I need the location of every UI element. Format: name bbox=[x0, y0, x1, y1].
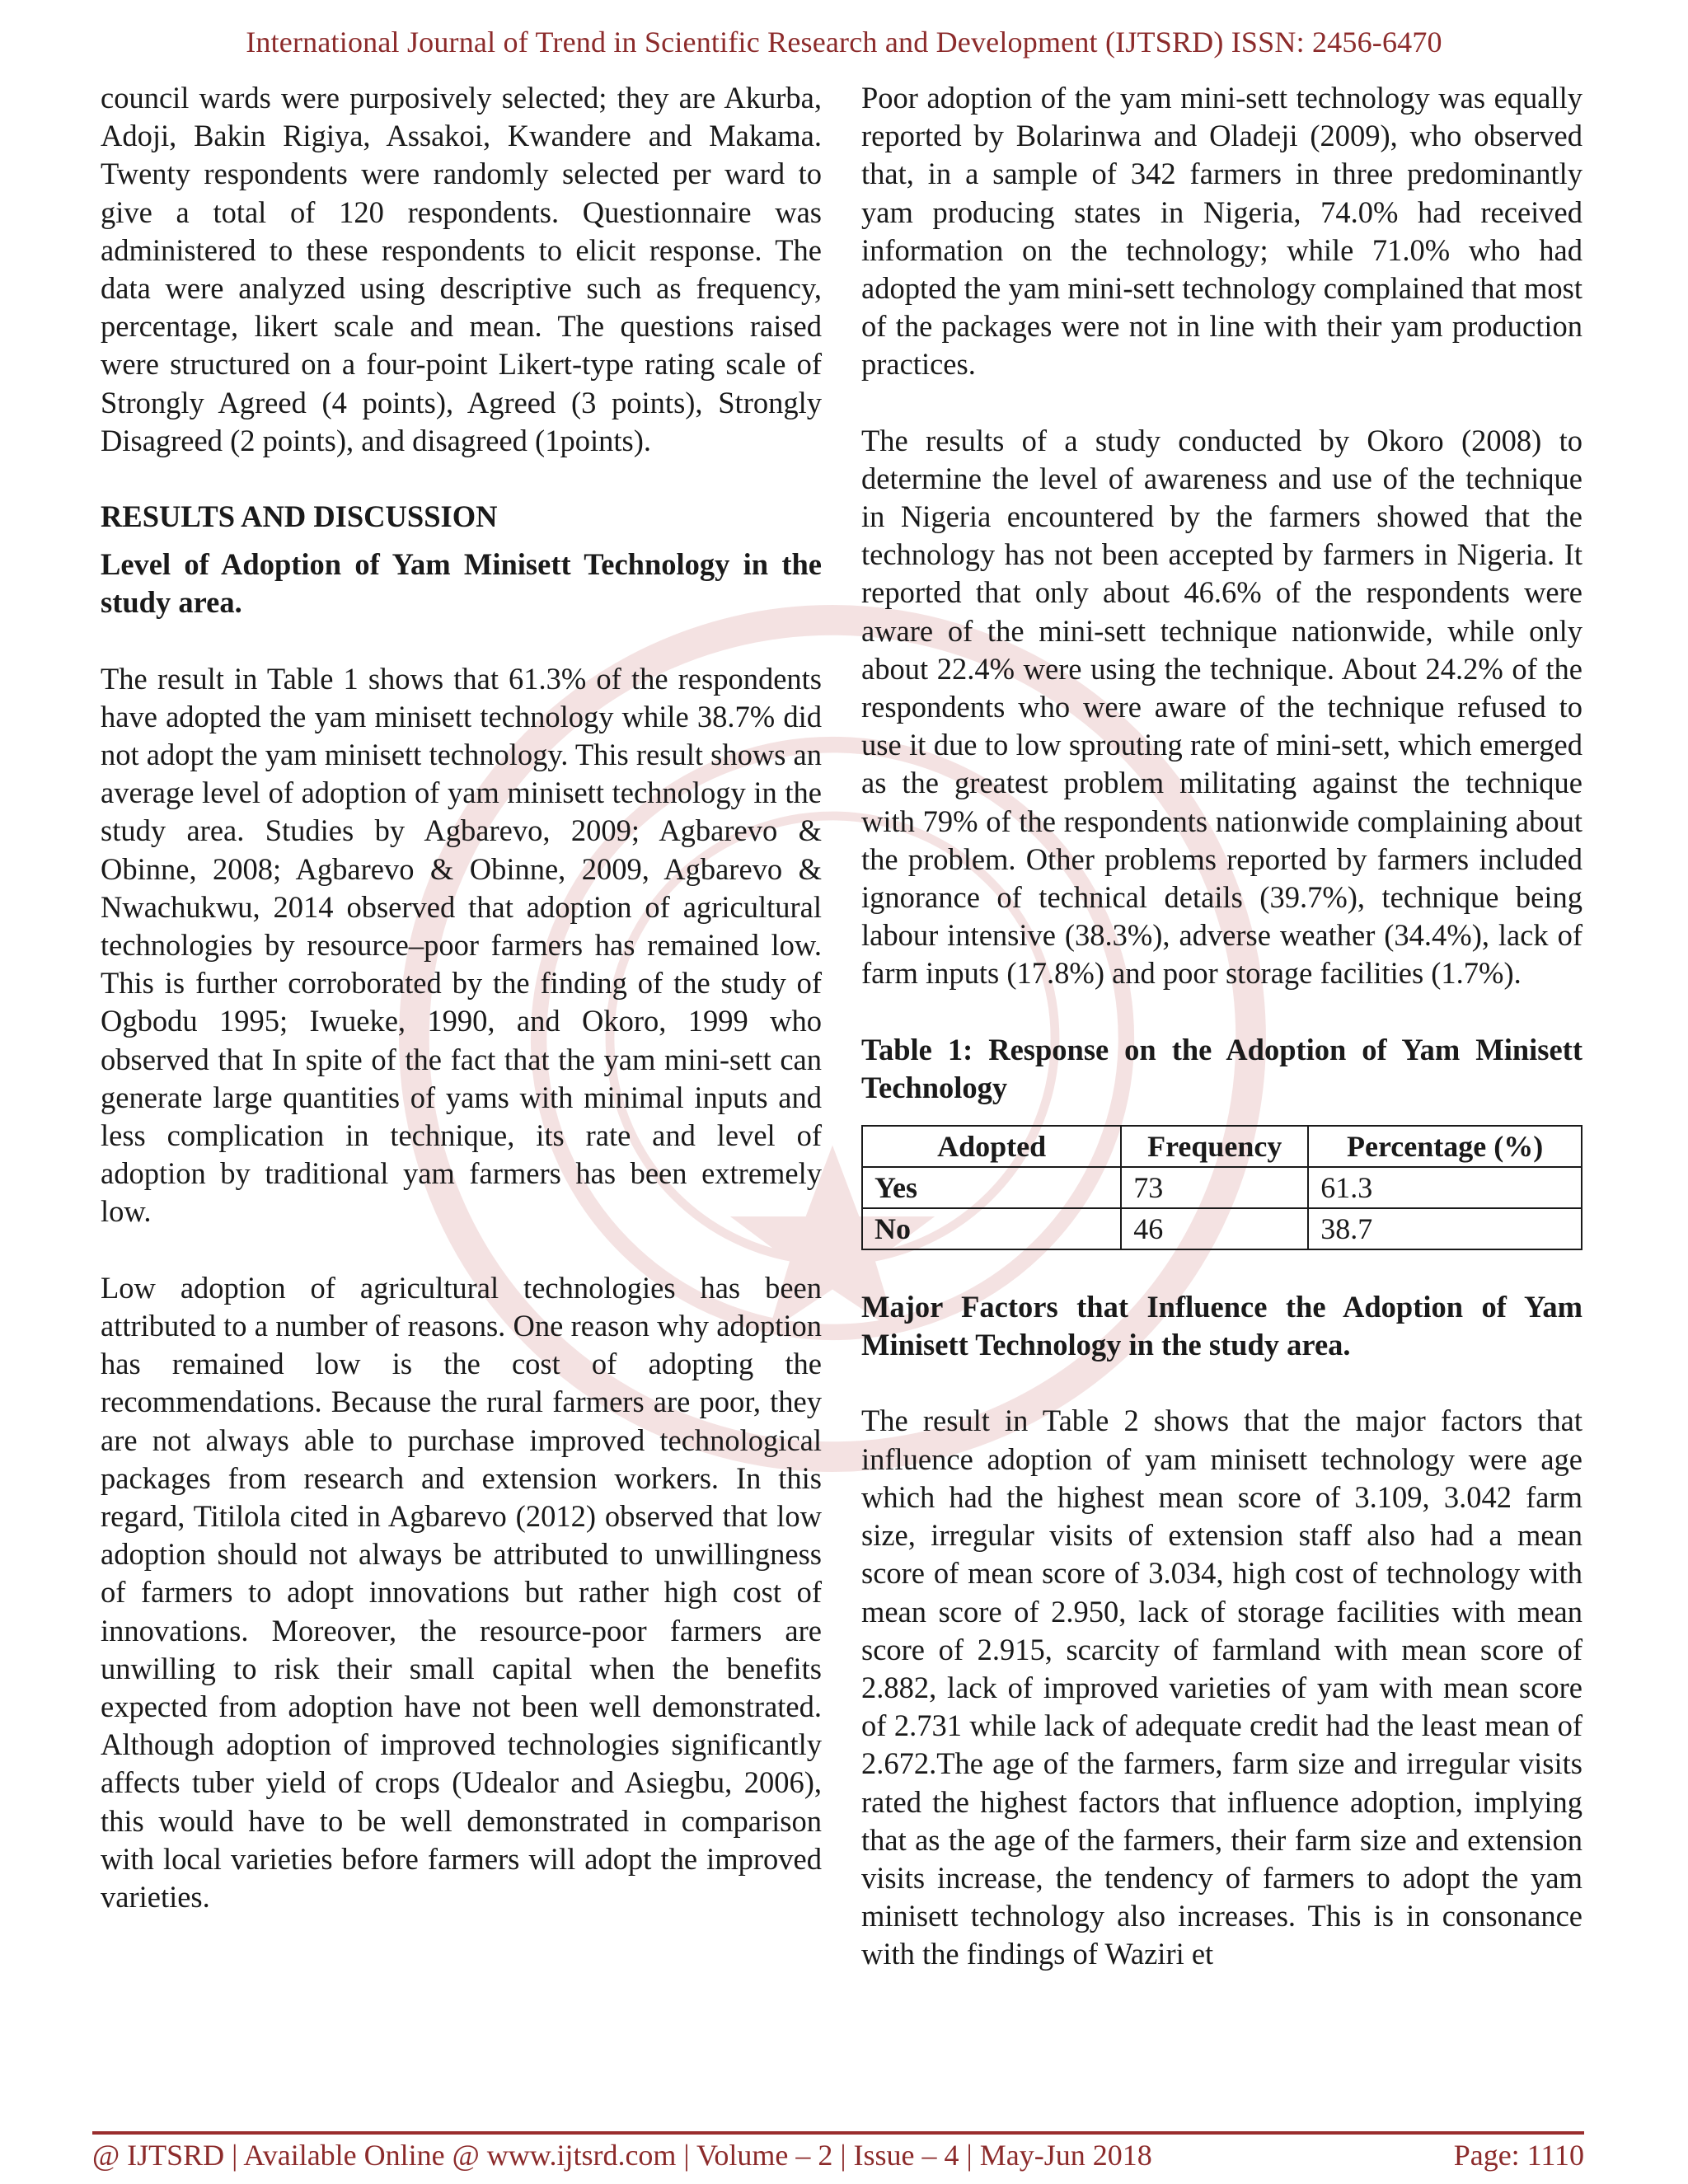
right-column bbox=[861, 79, 1582, 1974]
left-column bbox=[101, 79, 822, 1916]
section-heading-results: RESULTS AND DISCUSSION bbox=[101, 499, 498, 534]
paragraph-okoro-study: The results of a study conducted by Okoro (2008) to determine the level of awareness and use of the technique in Nigeria encountered by the farmers showed that the technology has not been accepted by farmers in Nigeria. It reported that only about 46.6% of the respondents were aware of the mini-sett technique nationwide, while only about 22.4% were using the technique. About 24.2% of the respondents who were aware of the technique refused to use it due to low sprouting rate of mini-sett, which emerged as the greatest problem militating against the technique with 79% of the respondents nationwide complaining about the problem. Other problems reported by farmers included ignorance of technical details (39.7%), technique being labour intensive (38.3%), adverse weather (34.4%), lack of farm inputs (17.8%) and poor storage facilities (1.7%). bbox=[861, 423, 1582, 991]
paragraph-low-adoption: Low adoption of agricultural technologies has been attributed to a number of reasons. One reason why adoption has remained low is the cost of adopting the recommendations. Because the rural farmers are poor, they are not always able to purchase improved technological packages from research and extension workers. In this regard, Titilola cited in Agbarevo (2012) observed that low adoption should not always be attributed to unwillingness of farmers to adopt innovations but rather high cost of innovations. Moreover, the resource-poor farmers are unwilling to risk their small capital when the benefits expected from adoption have not been well demonstrated. Although adoption of improved technologies significantly affects tuber yield of crops (Udealor and Asiegbu, 2006), this would have to be well demonstrated in comparison with local varieties before farmers will adopt the improved varieties. bbox=[101, 1270, 822, 1914]
paragraph-table1-result: The result in Table 1 shows that 61.3% of the respondents have adopted the yam minisett technology while 38.7% did not adopt the yam minisett technology. This result shows an average level of adoption of yam minisett technology in the study area. Studies by Agbarevo, 2009; Agbarevo & Obinne, 2008; Agbarevo & Obinne, 2009, Agbarevo & Nwachukwu, 2014 observed that adoption of agricultural technologies by resource–poor farmers has remained low. This is further corroborated by the finding of the study of Ogbodu 1995; Iwueke, 1990, and Okoro, 1999 who observed that In spite of the fact that the yam mini-sett can generate large quantities of yams with minimal inputs and less complication in technique, its rate and level of adoption by traditional yam farmers has been extremely low. bbox=[101, 661, 822, 1229]
table-header-cell: Percentage (%) bbox=[1308, 1126, 1582, 1167]
journal-header: International Journal of Trend in Scientific Research and Development (IJTSRD) ISSN: 2456-6470 bbox=[246, 26, 1442, 59]
table-cell: 61.3 bbox=[1308, 1167, 1582, 1208]
table-cell-label: Yes bbox=[862, 1167, 1121, 1208]
paragraph-table2-result: The result in Table 2 shows that the major factors that influence adoption of yam minisett technology were age which had the highest mean score of 3.109, 3.042 farm size, irregular visits of extension staff also had a mean score of mean score of 3.034, high cost of technology with mean score of 2.950, lack of storage facilities with mean score of 2.915, scarcity of farmland with mean score of 2.882, lack of improved varieties of yam with mean score of 2.731 while lack of adequate credit had the least mean of 2.672.The age of the farmers, farm size and irregular visits rated the highest factors that influence adoption, implying that as the age of the farmers, their farm size and extension visits increase, the tendency of farmers to adopt the yam minisett technology also increases. This is in consonance with the findings of Waziri et bbox=[861, 1404, 1582, 1971]
table-header-cell: Frequency bbox=[1121, 1126, 1308, 1167]
table-cell: 46 bbox=[1121, 1208, 1308, 1249]
table-row bbox=[862, 1208, 1582, 1249]
paragraph-methodology: council wards were purposively selected; they are Akurba, Adoji, Bakin Rigiya, Assakoi, Kwandere and Makama. Twenty respondents were randomly selected per ward to give a total of 120 respondents. Questionnaire was administered to these respondents to elicit response. The data were analyzed using descriptive such as frequency, percentage, likert scale and mean. The questions raised were structured on a four-point Likert-type rating scale of Strongly Agreed (4 points), Agreed (3 points), Strongly Disagreed (2 points), and disagreed (1points). bbox=[101, 81, 822, 457]
footer-page-number: Page: 1110 bbox=[1453, 2139, 1584, 2172]
table-header-cell: Adopted bbox=[862, 1126, 1121, 1167]
paragraph-poor-adoption: Poor adoption of the yam mini-sett technology was equally reported by Bolarinwa and Oladeji (2009), who observed that, in a sample of 342 farmers in three predominantly yam producing states in Nigeria, 74.0% had received information on the technology; while 71.0% who had adopted the yam mini-sett technology complained that most of the packages were not in line with their yam production practices. bbox=[861, 81, 1582, 382]
table-cell-label: No bbox=[862, 1208, 1121, 1249]
subheading-major-factors: Major Factors that Influence the Adoption of Yam Minisett Technology in the study area. bbox=[861, 1290, 1582, 1362]
table-row bbox=[862, 1167, 1582, 1208]
table-1-caption: Table 1: Response on the Adoption of Yam Minisett Technology bbox=[861, 1032, 1582, 1104]
footer-divider bbox=[92, 2131, 1584, 2135]
footer-journal-info: @ IJTSRD | Available Online @ www.ijtsrd.com | Volume – 2 | Issue – 4 | May-Jun 2018 bbox=[92, 2139, 1152, 2172]
table-cell: 73 bbox=[1121, 1167, 1308, 1208]
table-cell: 38.7 bbox=[1308, 1208, 1582, 1249]
subheading-level-of-adoption: Level of Adoption of Yam Minisett Technology in the study area. bbox=[101, 547, 822, 620]
table-1 bbox=[861, 1125, 1582, 1250]
table-header-row bbox=[862, 1126, 1582, 1167]
page-footer bbox=[92, 2138, 1584, 2172]
